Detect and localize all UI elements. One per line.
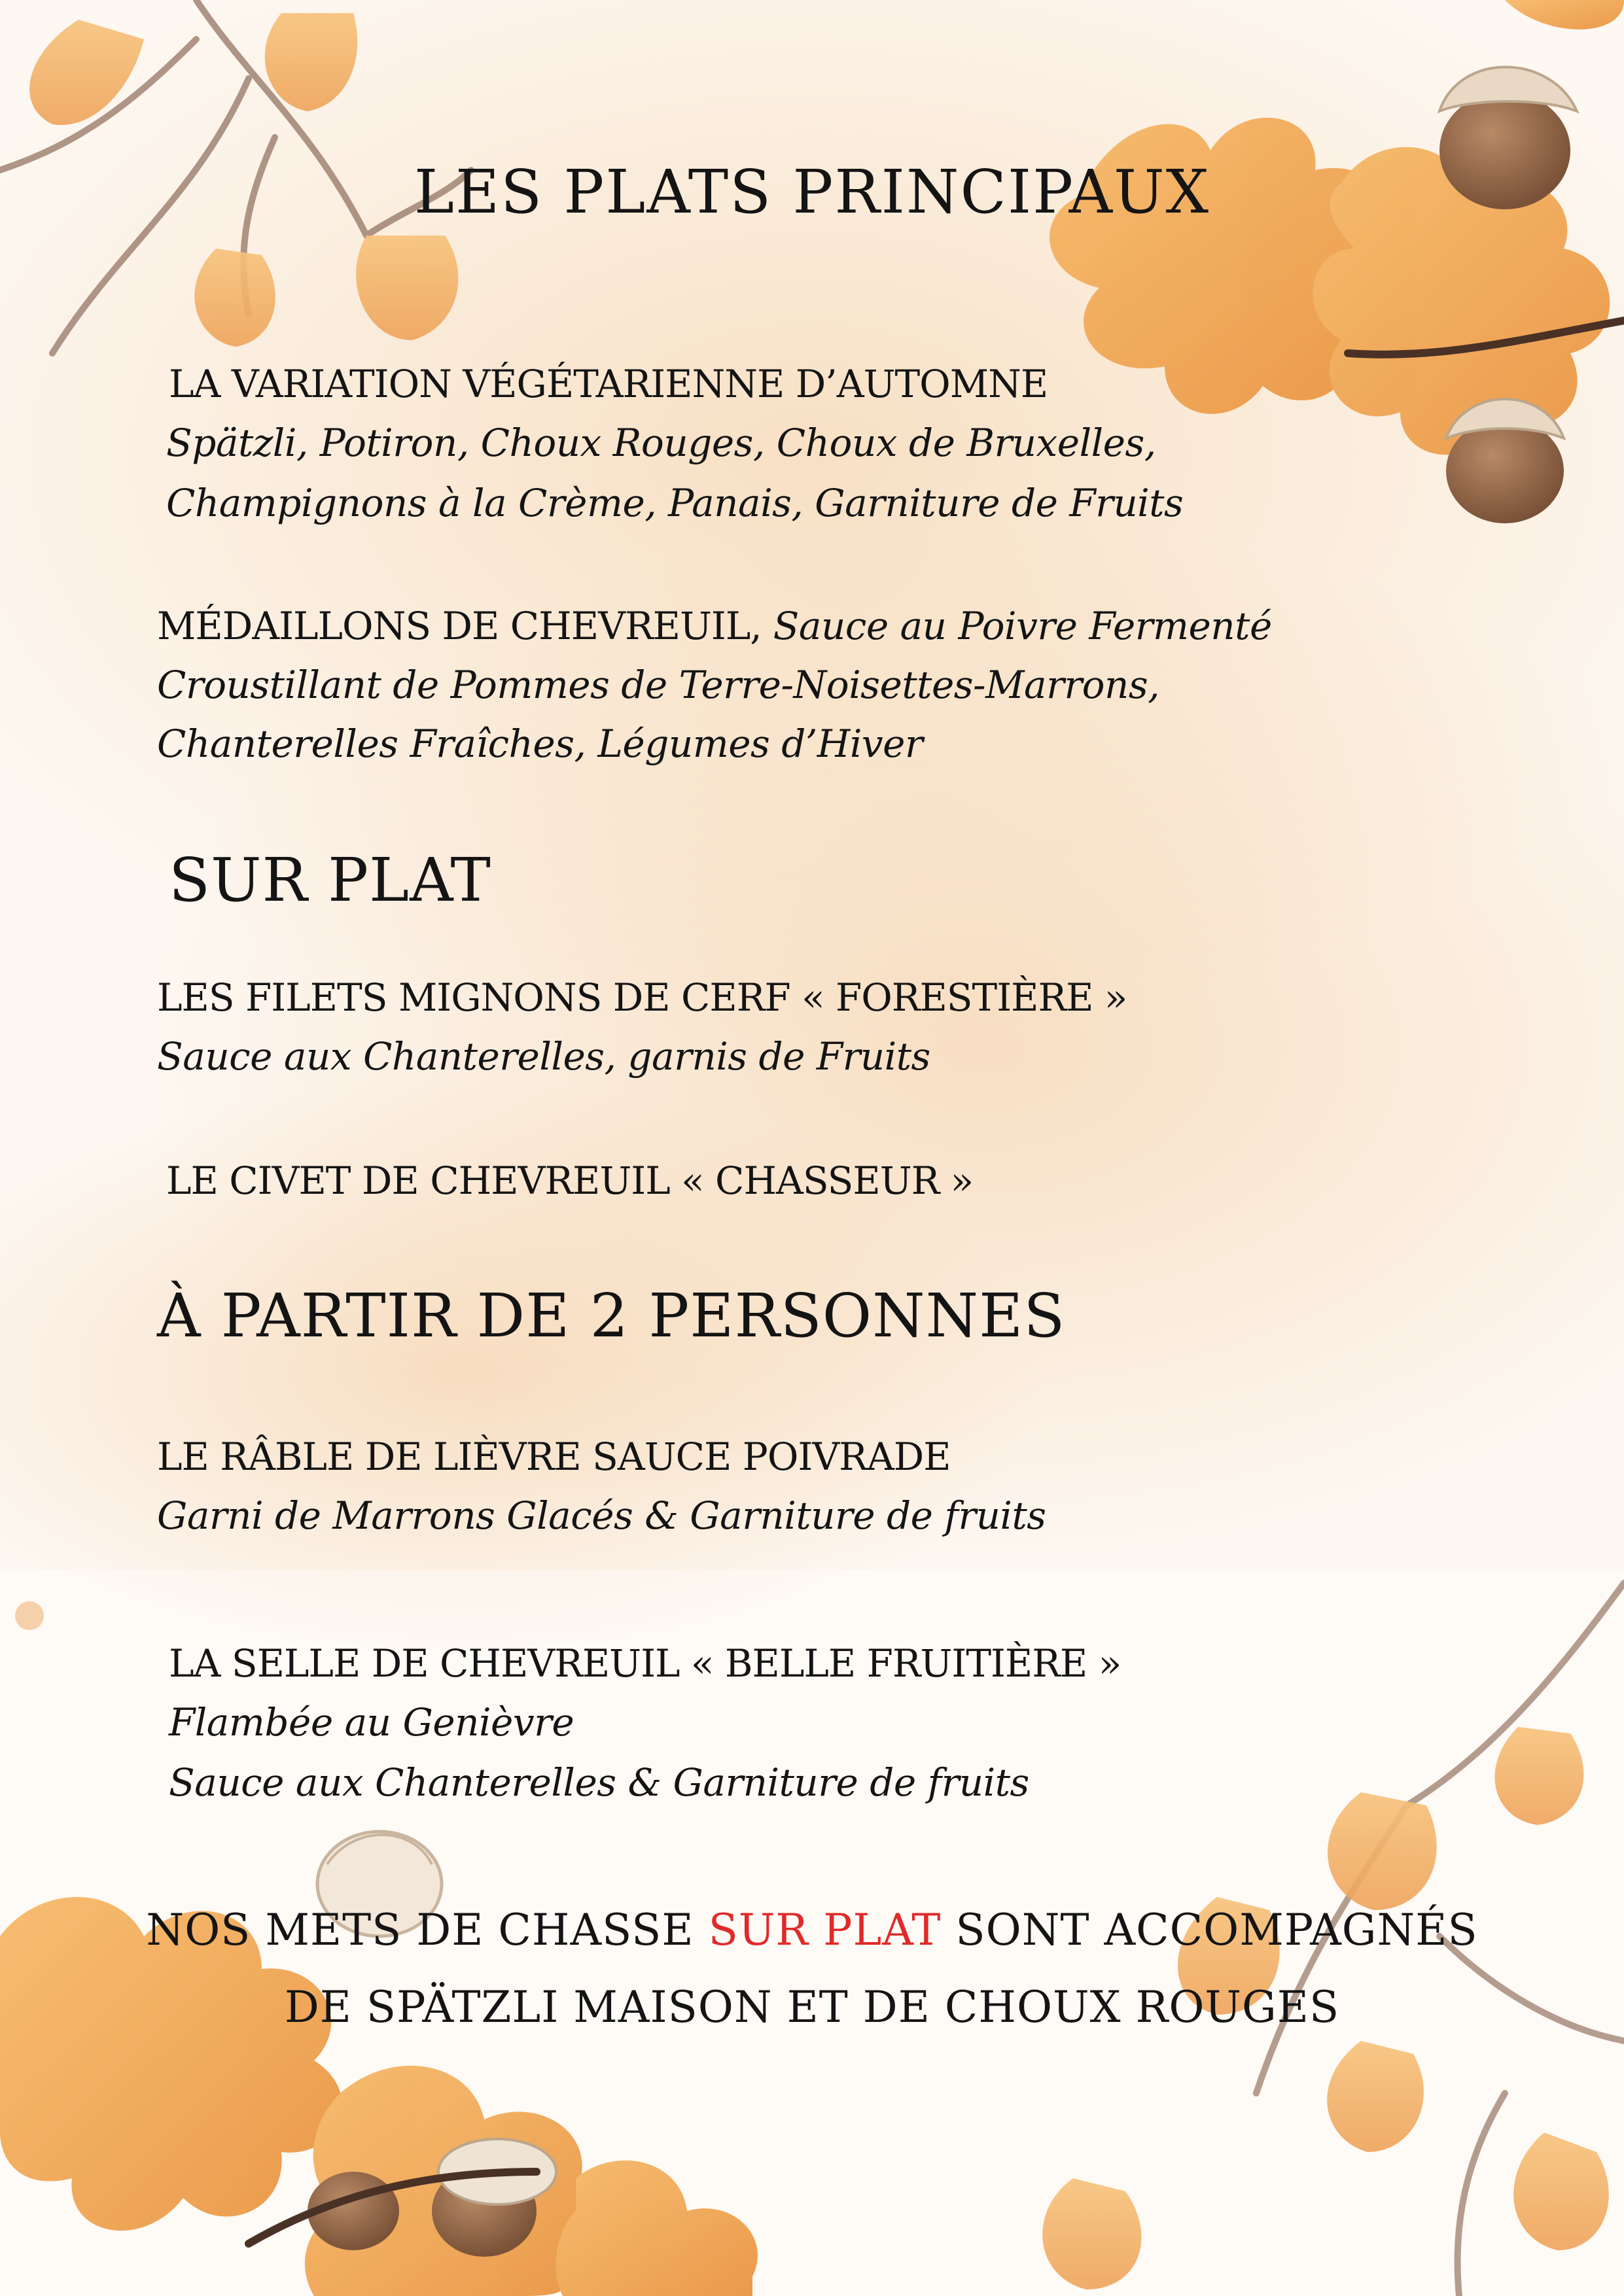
dish-name-suffix: Sauce au Poivre Fermenté [761,604,1272,648]
footer-accent-text: SUR PLAT [708,1905,942,1955]
footer-line-2: DE SPÄTZLI MAISON ET DE CHOUX ROUGES [284,1982,1340,2032]
dish-name [157,604,1272,648]
section-heading-sur-plat: SUR PLAT [169,845,491,915]
dish-description: Croustillant de Pommes de Terre-Noisettes-Marrons, [157,663,1160,707]
section-heading-two-persons: À PARTIR DE 2 PERSONNES [157,1281,1066,1351]
dish-name: LE RÂBLE DE LIÈVRE SAUCE POIVRADE [157,1435,951,1479]
page-title: LES PLATS PRINCIPAUX [414,157,1210,227]
dish-name-main: MÉDAILLONS DE CHEVREUIL, [157,604,762,648]
footer-line-1 [0,1905,1624,1955]
footer-text: NOS METS DE CHASSE [146,1905,709,1955]
dish-name: LA SELLE DE CHEVREUIL « BELLE FRUITIÈRE » [169,1641,1121,1686]
dish-name: LA VARIATION VÉGÉTARIENNE D’AUTOMNE [169,362,1048,406]
dish-description: Flambée au Genièvre [169,1700,574,1745]
dish-description: Chanterelles Fraîches, Légumes d’Hiver [157,722,923,766]
dish-description: Garni de Marrons Glacés & Garniture de fruits [157,1493,1046,1538]
dish-description: Sauce aux Chanterelles, garnis de Fruits [157,1034,930,1079]
dish-description: Spätzli, Potiron, Choux Rouges, Choux de Bruxelles, [166,421,1156,465]
footer-text: SONT ACCOMPAGNÉS [941,1905,1478,1955]
dish-name: LES FILETS MIGNONS DE CERF « FORESTIÈRE » [157,975,1127,1020]
dish-description: Sauce aux Chanterelles & Garniture de fruits [169,1760,1029,1805]
dish-name: LE CIVET DE CHEVREUIL « CHASSEUR » [166,1158,974,1203]
dish-description: Champignons à la Crème, Panais, Garniture de Fruits [166,481,1184,525]
